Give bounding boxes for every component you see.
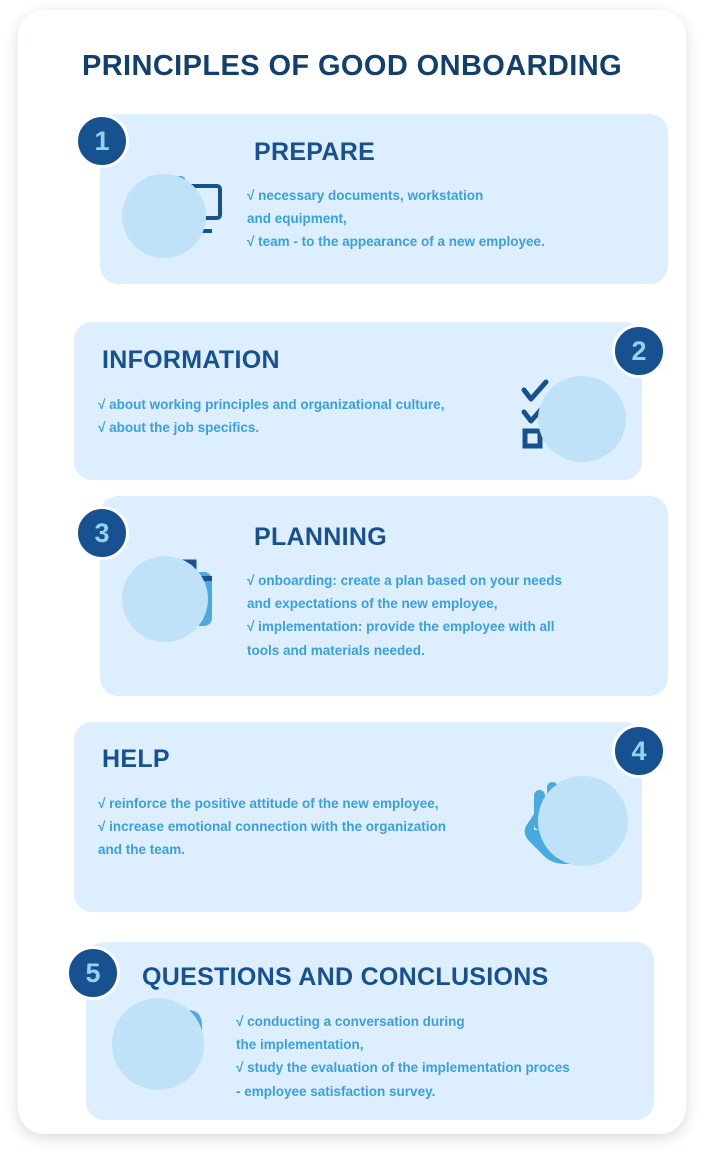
section-bullets-prepare: [247, 184, 545, 254]
step-badge-1: 1: [75, 114, 129, 168]
section-title-planning: PLANNING: [254, 523, 387, 551]
section-title-questions: QUESTIONS AND CONCLUSIONS: [142, 963, 549, 991]
section-bullets-information: [98, 393, 444, 439]
bullet-line: √ team - to the appearance of a new employee.: [247, 234, 545, 250]
section-title-prepare: PREPARE: [254, 138, 376, 166]
bullet-line: and expectations of the new employee,: [247, 596, 498, 612]
page-title: PRINCIPLES OF GOOD ONBOARDING: [81, 50, 623, 82]
step-badge-5: 5: [66, 946, 120, 1000]
bullet-line: - employee satisfaction survey.: [236, 1083, 436, 1099]
bullet-line: and the team.: [98, 842, 186, 858]
bullet-line: √ about the job specifics.: [98, 420, 260, 436]
section-title-help: HELP: [102, 745, 170, 773]
section-bullets-questions: [236, 1010, 570, 1103]
speech-bubble-question-icon: [112, 994, 224, 1098]
desktop-computer-icon: [122, 168, 222, 260]
helping-hand-heart-icon: [516, 776, 628, 868]
bullet-line: √ about working principles and organizational culture,: [98, 397, 445, 412]
infographic-poster: [18, 10, 686, 1134]
briefcase-icon: [122, 550, 230, 646]
bullet-line: tools and materials needed.: [247, 642, 425, 658]
bullet-line: √ onboarding: create a plan based on your needs: [247, 573, 562, 588]
section-title-information: INFORMATION: [102, 346, 280, 374]
bullet-line: √ reinforce the positive attitude of the new employee,: [98, 796, 439, 811]
bullet-line: and equipment,: [247, 211, 347, 227]
bullet-line: √ increase emotional connection with the organization: [98, 819, 446, 835]
step-badge-3: 3: [75, 506, 129, 560]
section-bullets-planning: [247, 569, 562, 662]
section-bullets-help: [98, 792, 446, 862]
bullet-line: √ conducting a conversation during: [236, 1014, 465, 1029]
checklist-icon: [516, 376, 628, 462]
bullet-line: √ implementation: provide the employee with all: [247, 619, 555, 635]
step-badge-2: 2: [612, 324, 666, 378]
bullet-line: the implementation,: [236, 1037, 364, 1053]
bullet-line: √ study the evaluation of the implementation proces: [236, 1060, 570, 1076]
step-badge-4: 4: [612, 724, 666, 778]
bullet-line: √ necessary documents, workstation: [247, 188, 484, 203]
